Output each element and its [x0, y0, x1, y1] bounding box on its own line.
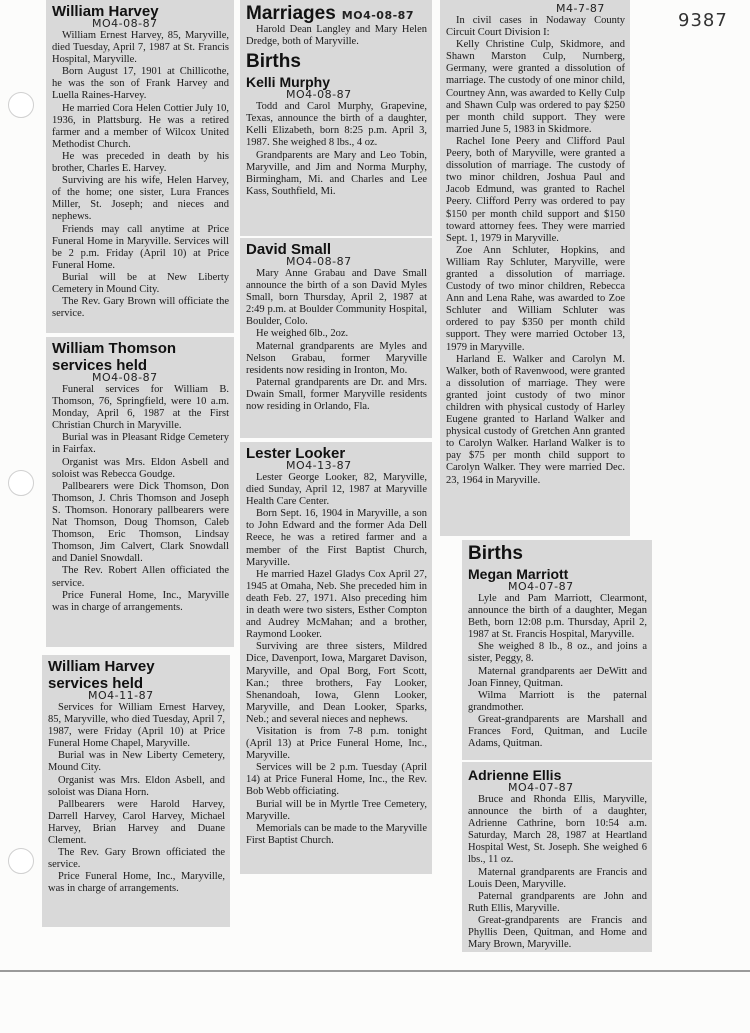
paragraph: Burial was in New Liberty Cemetery, Mound City.	[48, 750, 225, 774]
paragraph: Lyle and Pam Marriott, Clearmont, announce the birth of a daughter, Megan Beth, born 12:08 p.m. Thursday, April 2, 1987 at St. Francis Hospital, Maryville.	[468, 593, 647, 641]
clipping-harvey-obituary	[46, 0, 234, 333]
handwritten-date: MO4-08-87	[92, 17, 158, 30]
paragraph: Friends may call anytime at Price Funeral Home in Maryville. Services will be 2 p.m. Friday (April 10) at Price Funeral Home.	[52, 223, 229, 271]
paragraph: Kelly Christine Culp, Skidmore, and Shawn Marston Culp, Nurnberg, Germany, were granted a dissolution of marriage. The custody of one minor child, Courtney Ann, was awarded to Kelly Culp and Shawn Culp was ordered to pay $250 per month child support. They were married June 5, 1983 in Skidmore.	[446, 39, 625, 135]
paragraph: Great-grandparents are Francis and Phyllis Deen, Quitman, and Home and Mary Brown, Maryville.	[468, 914, 647, 951]
clipping-court-cases	[440, 0, 630, 536]
birth-title: Megan Marriott	[468, 566, 569, 582]
paragraph: Burial will be at New Liberty Cemetery in Mound City.	[52, 271, 229, 295]
marriages-heading: Marriages	[246, 3, 336, 24]
clipping-title-line-2: services held	[48, 675, 144, 692]
paragraph: Organist was Mrs. Eldon Asbell and soloist was Rebecca Goudge.	[52, 456, 229, 480]
paragraph: Visitation is from 7-8 p.m. tonight (April 13) at Price Funeral Home, Inc., Maryville.	[246, 725, 427, 762]
handwritten-date: M4-7-87	[556, 2, 605, 15]
paragraph: Grandparents are Mary and Leo Tobin, Maryville, and Jim and Norma Murphy, Birmingham, Mi. and Charles and Lee Kass, Southfield, Mi.	[246, 149, 427, 197]
paragraph: Wilma Marriott is the paternal grandmother.	[468, 689, 647, 713]
clipping-title: William Harvey	[52, 3, 159, 20]
paragraph: Maternal grandparents are Francis and Louis Deen, Maryville.	[468, 866, 647, 890]
binder-hole-bottom	[8, 848, 34, 874]
paragraph: Bruce and Rhonda Ellis, Maryville, announce the birth of a daughter, Adrienne Cathrine, born 10:54 a.m. Saturday, March 28, 1987 at Heartland Hospital West, St. Joseph. She weighed 6 lbs., 11 oz.	[468, 794, 647, 866]
paragraph: She weighed 8 lb., 8 oz., and joins a sister, Peggy, 8.	[468, 641, 647, 665]
paragraph: Price Funeral Home, Inc., Maryville, was in charge of arrangements.	[48, 871, 225, 895]
handwritten-date: MO4-08-87	[286, 88, 352, 102]
clipping-title: Lester Looker	[246, 445, 346, 462]
paragraph: The Rev. Robert Allen officiated the service.	[52, 565, 229, 589]
paragraph: Burial was in Pleasant Ridge Cemetery in Fairfax.	[52, 432, 229, 456]
paragraph: The Rev. Gary Brown officiated the service.	[48, 847, 225, 871]
paragraph: Funeral services for William B. Thomson, 76, Springfield, were 10 a.m. Monday, April 6, 1987 at the First Christian Church in Maryville.	[52, 384, 229, 432]
paragraph: Paternal grandparents are John and Ruth Ellis, Maryville.	[468, 890, 647, 914]
paragraph: Mary Anne Grabau and Dave Small announce the birth of a son David Myles Small, born Thursday, April 2, 1987 at 2:49 p.m. at Boulder Community Hospital, Boulder, Colo.	[246, 268, 427, 328]
paragraph: Harold Dean Langley and Mary Helen Dredge, both of Maryville.	[246, 24, 427, 48]
clipping-title-line-2: services held	[52, 357, 148, 374]
paragraph: He married Cora Helen Cottier July 10, 1936, in Plattsburg. He was a retired farmer and a member of Wilcox United Methodist Church.	[52, 102, 229, 150]
clipping-title	[246, 3, 427, 24]
handwritten-date: MO4-08-87	[92, 371, 158, 384]
clipping-title: David Small	[246, 241, 332, 258]
page-number: 9387	[678, 10, 728, 31]
handwritten-date: MO4-07-87	[508, 781, 574, 794]
birth-title: Kelli Murphy	[246, 74, 331, 91]
clipping-small-birth	[240, 238, 432, 438]
clipping-title: William Thomson	[52, 340, 177, 357]
clipping-harvey-services	[42, 655, 230, 927]
paragraph: Great-grandparents are Marshall and Frances Ford, Quitman, and Lucile Adams, Quitman.	[468, 713, 647, 750]
paragraph: He weighed 6lb., 2oz.	[256, 328, 349, 340]
clipping-thomson-services	[46, 337, 234, 647]
paragraph: Zoe Ann Schluter, Hopkins, and William Ray Schluter, Maryville, were granted a dissolution of marriage. Custody of two minor children, Rebecca Ann and Lena Rahe, was awarded to Zoe Schluter and William Schluter was ordered to pay $350 per month child support. They were married October 13, 1979 in Maryville.	[446, 244, 625, 353]
paragraph: In civil cases in Nodaway County Circuit Court Division I:	[446, 15, 625, 39]
paragraph: Paternal grandparents are Dr. and Mrs. Dwain Small, former Maryville residents now residing in Orlando, Fla.	[246, 376, 427, 413]
paragraph: Maternal grandparents are Myles and Nelson Grabau, former Maryville residents now residing in Ironton, Mo.	[246, 340, 427, 376]
clipping-marriott-birth	[462, 540, 652, 760]
paragraph: Rachel Ione Peery and Clifford Paul Peery, both of Maryville, were granted a dissolution of marriage. The custody of two minor children, Joshua Paul and Jacob Edmund, was granted to Rachel Peery. Clifford Perry was ordered to pay $150 per month child support and $150 toward attorney fees. They were married Sept. 1, 1979 in Maryville.	[446, 135, 625, 244]
paragraph: Price Funeral Home, Inc., Maryville was in charge of arrangements.	[52, 589, 229, 613]
paragraph: Maternal grandparents aer DeWitt and Joan Finney, Quitman.	[468, 665, 647, 689]
clipping-looker-obituary	[240, 442, 432, 874]
paragraph: Born August 17, 1901 at Chillicothe, he was the son of Frank Harvey and Luella Raines-Harvey.	[52, 66, 229, 102]
handwritten-date: MO4-08-87	[286, 255, 352, 268]
paragraph: Todd and Carol Murphy, Grapevine, Texas, announce the birth of a daughter, Kelli Elizabeth, born 8:25 p.m. April 3, 1987. She weighed 8 lbs., 4 oz.	[246, 101, 427, 149]
paragraph: Burial will be in Myrtle Tree Cemetery, Maryville.	[246, 798, 427, 822]
clipping-ellis-birth	[462, 762, 652, 952]
clipping-marriages-murphy	[240, 0, 432, 236]
paragraph: He was preceded in death by his brother, Charles E. Harvey.	[52, 150, 229, 175]
birth-title: Adrienne Ellis	[468, 767, 562, 783]
births-heading: Births	[246, 51, 301, 73]
handwritten-date: MO4-07-87	[508, 580, 574, 593]
paragraph: Organist was Mrs. Eldon Asbell, and soloist was Diana Horn.	[48, 774, 225, 798]
paragraph: The Rev. Gary Brown will officiate the service.	[52, 296, 229, 320]
paragraph: Memorials can be made to the Maryville First Baptist Church.	[246, 822, 427, 846]
paragraph: Pallbearers were Harold Harvey, Darrell Harvey, Carol Harvey, Michael Harvey, Brian Harvey and Duane Clement.	[48, 798, 225, 847]
handwritten-date: MO4-11-87	[88, 689, 154, 702]
births-heading: Births	[468, 543, 523, 564]
paragraph: He married Hazel Gladys Cox April 27, 1945 at Omaha, Neb. She preceded him in death Feb. 27, 1971. Also preceding him in death were two sisters, Esther Compton and Audrey McMahan; and a brother, Raymond Looker.	[246, 568, 427, 641]
clipping-title: William Harvey	[48, 658, 155, 675]
paragraph: William Ernest Harvey, 85, Maryville, died Tuesday, April 7, 1987 at St. Francis Hospital, Maryville.	[52, 30, 229, 66]
handwritten-date: MO4-08-87	[341, 9, 414, 22]
paragraph: Born Sept. 16, 1904 in Maryville, a son to John Edward and the former Ada Dell Reece, he was a retired farmer and a member of the First Baptist Church, Maryville.	[246, 508, 427, 568]
paragraph: Harland E. Walker and Carolyn M. Walker, both of Ravenwood, were granted a dissolution of marriage. They were granted joint custody of two minor children with physical custody of Harley Eugene granted to Harland Walker and physical custody of Gretchen Ann granted to Carolyn Walker. Harland Walker is to pay $75 per month child support to Carolyn Walker. They were married Dec. 23, 1964 in Maryville.	[446, 353, 625, 486]
binder-hole-top	[8, 92, 34, 118]
paragraph: Lester George Looker, 82, Maryville, died Sunday, April 12, 1987 at Maryville Health Care Center.	[246, 472, 427, 508]
paragraph: Services for William Ernest Harvey, 85, Maryville, who died Tuesday, April 7, 1987, were Friday (April 10) at Price Funeral Home Chapel, Maryville.	[48, 702, 225, 750]
paragraph: Surviving are his wife, Helen Harvey, of the home; one sister, Lura Frances Miller, St. Joseph; and nieces and nephews.	[52, 175, 229, 223]
paragraph: Services will be 2 p.m. Tuesday (April 14) at Price Funeral Home, Inc., the Rev. Bob Webb officiating.	[246, 762, 427, 798]
paragraph: Surviving are three sisters, Mildred Dice, Davenport, Iowa, Margaret Davison, Maryville, and Opal Borg, Fort Scott, Kan.; three brothers, Fay Looker, Shenandoah, Iowa, Glenn Looker, Maryville, and Dean Looker, Sparks, Neb.; and several nieces and nephews.	[246, 641, 427, 725]
binder-hole-middle	[8, 470, 34, 496]
page-edge-line	[0, 970, 750, 972]
paragraph: Pallbearers were Dick Thomson, Don Thomson, J. Chris Thomson and Joseph S. Thomson. Honorary pallbearers were Nat Thomson, Doug Thomson, Caleb Thomson, Eric Thomson, Lindsay Thomson, Jim Calvert, Clark Snowdall and Daniel Snowdall.	[52, 480, 229, 565]
handwritten-date: MO4-13-87	[286, 459, 352, 472]
